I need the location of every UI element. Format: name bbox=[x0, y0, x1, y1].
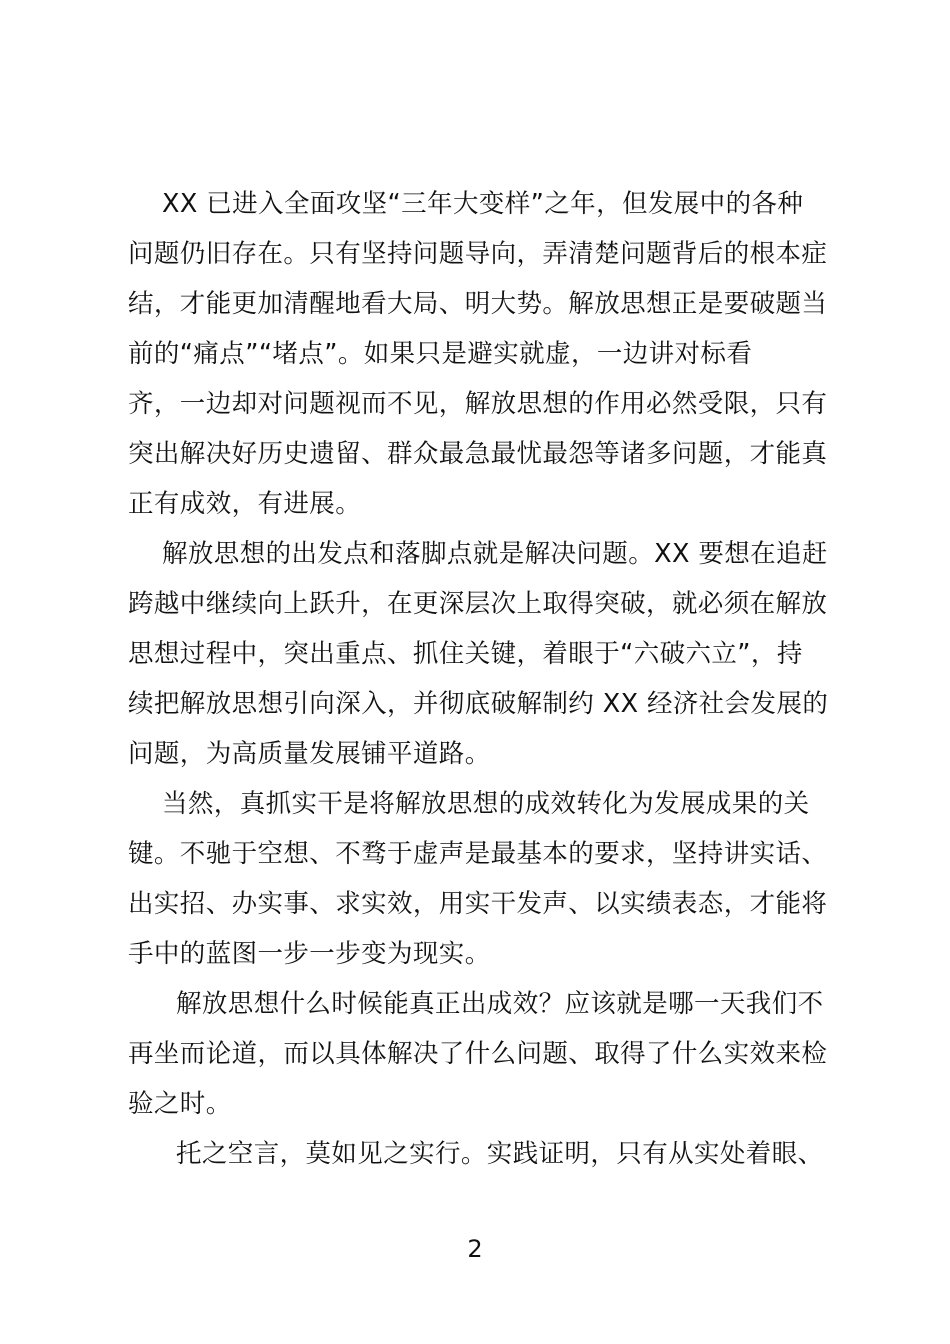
text-line: 结，才能更加清醒地看大局、明大势。解放思想正是要破题当 bbox=[128, 289, 828, 319]
text-line: 前的“痛点”“堵点”。如果只是避实就虚，一边讲对标看 bbox=[128, 339, 753, 369]
text-line: 键。不驰于空想、不骛于虚声是最基本的要求，坚持讲实话、 bbox=[128, 839, 828, 869]
text-line: XX 已进入全面攻坚“三年大变样”之年，但发展中的各种 bbox=[162, 189, 804, 219]
text-line: 验之时。 bbox=[128, 1089, 232, 1119]
text-line: 解放思想什么时候能真正出成效？应该就是哪一天我们不 bbox=[176, 989, 824, 1019]
text-line: 问题，为高质量发展铺平道路。 bbox=[128, 739, 491, 769]
text-line: 思想过程中，突出重点、抓住关键，着眼于“六破六立”，持 bbox=[128, 639, 803, 669]
text-line: 手中的蓝图一步一步变为现实。 bbox=[128, 939, 491, 969]
text-line: 正有成效，有进展。 bbox=[128, 489, 362, 519]
page-number: 2 bbox=[467, 1235, 483, 1263]
text-line: 问题仍旧存在。只有坚持问题导向，弄清楚问题背后的根本症 bbox=[128, 239, 828, 269]
text-line: 跨越中继续向上跃升，在更深层次上取得突破，就必须在解放 bbox=[128, 589, 828, 619]
text-line: 出实招、办实事、求实效，用实干发声、以实绩表态，才能将 bbox=[128, 889, 828, 919]
text-line: 托之空言，莫如见之实行。实践证明，只有从实处着眼、 bbox=[176, 1139, 824, 1169]
text-line: 解放思想的出发点和落脚点就是解决问题。XX 要想在追赶 bbox=[162, 539, 828, 569]
text-line: 再坐而论道，而以具体解决了什么问题、取得了什么实效来检 bbox=[128, 1039, 828, 1069]
text-line: 齐，一边却对问题视而不见，解放思想的作用必然受限，只有 bbox=[128, 389, 828, 419]
text-line: 续把解放思想引向深入，并彻底破解制约 XX 经济社会发展的 bbox=[128, 689, 829, 719]
text-line: 突出解决好历史遗留、群众最急最忧最怨等诸多问题，才能真 bbox=[128, 439, 828, 469]
text-line: 当然，真抓实干是将解放思想的成效转化为发展成果的关 bbox=[162, 789, 810, 819]
